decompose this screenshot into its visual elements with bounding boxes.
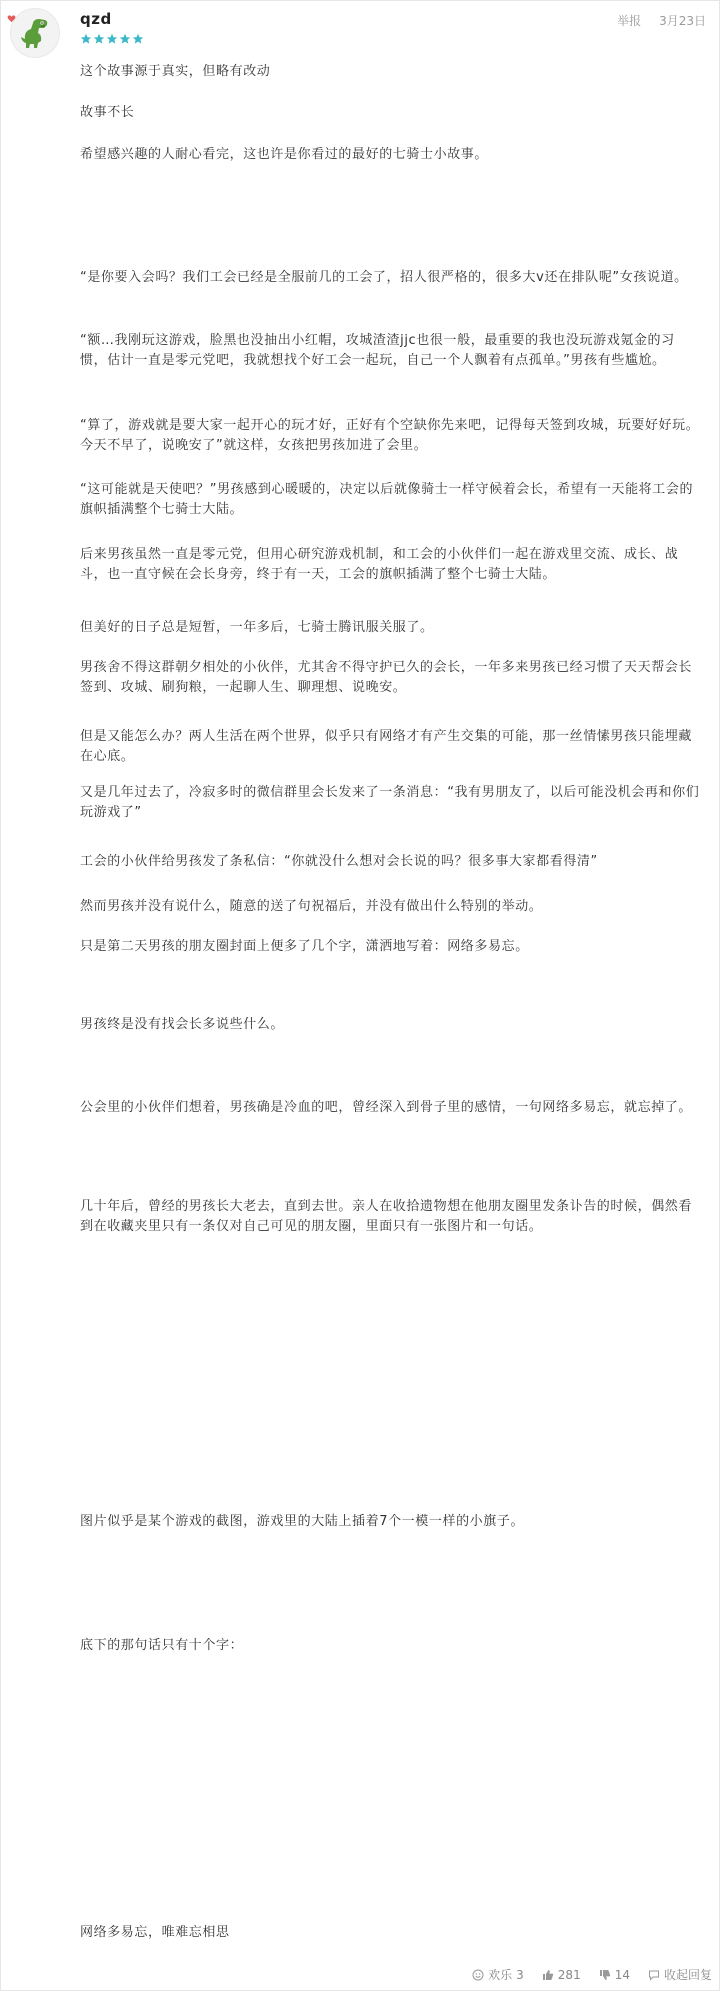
paragraph: “这可能就是天使吧？”男孩感到心暖暖的，决定以后就像骑士一样守候着会长，希望有一天能将工会的旗帜插满整个七骑士大陆。 <box>80 482 694 517</box>
paragraph: 只是第二天男孩的朋友圈封面上便多了几个字，潇洒地写着：网络多易忘。 <box>80 939 529 954</box>
paragraph: 几十年后，曾经的男孩长大老去，直到去世。亲人在收拾遗物想在他朋友圈里发条讣告的时候，偶然看到在收藏夹里只有一条仅对自己可见的朋友圈，里面只有一张图片和一句话。 <box>80 1199 693 1234</box>
review-date: 3月23日 <box>659 14 706 28</box>
review-actions <box>472 1966 712 1983</box>
paragraph: 又是几年过去了，冷寂多时的微信群里会长发来了一条消息：“我有男朋友了，以后可能没机会再和你们玩游戏了” <box>80 785 700 820</box>
paragraph: 后来男孩虽然一直是零元党，但用心研究游戏机制，和工会的小伙伴们一起在游戏里交流、成长、战斗，也一直守候在会长身旁，终于有一天，工会的旗帜插满了整个七骑士大陆。 <box>80 547 679 582</box>
comment-icon <box>648 1969 660 1981</box>
star-icon <box>119 33 131 45</box>
paragraph: 男孩舍不得这群朝夕相处的小伙伴，尤其舍不得守护已久的会长，一年多来男孩已经习惯了天天帮会长签到、攻城、刷狗粮，一起聊人生、聊理想、说晚安。 <box>80 660 693 695</box>
collapse-replies-label: 收起回复 <box>663 1968 712 1982</box>
paragraph: 但美好的日子总是短暂，一年多后，七骑士腾讯服关服了。 <box>80 620 434 635</box>
paragraph: “是你要入会吗？我们工会已经是全服前几的工会了，招人很严格的，很多大v还在排队呢”女孩说道。 <box>80 270 688 285</box>
thumbs-down-icon <box>599 1969 611 1981</box>
paragraph: 故事不长 <box>80 105 135 120</box>
fun-button[interactable] <box>472 1966 524 1983</box>
paragraph: “额…我刚玩这游戏，脸黑也没抽出小红帽，攻城渣渣jjc也很一般，最重要的我也没玩游戏氪金的习惯，估计一直是零元党吧，我就想找个好工会一起玩，自己一个人飘着有点孤单。”男孩有些尴尬。 <box>80 333 675 368</box>
paragraph: 希望感兴趣的人耐心看完，这也许是你看过的最好的七骑士小故事。 <box>80 147 489 162</box>
fun-label: 欢乐 <box>488 1968 513 1982</box>
smile-icon <box>472 1969 484 1981</box>
dinosaur-icon <box>11 9 59 57</box>
heart-icon <box>7 14 16 23</box>
paragraph: 这个故事源于真实，但略有改动 <box>80 64 271 79</box>
star-icon <box>93 33 105 45</box>
paragraph: 公会里的小伙伴们想着，男孩确是冷血的吧，曾经深入到骨子里的感情，一句网络多易忘，就忘掉了。 <box>80 1100 693 1115</box>
like-count: 281 <box>557 1967 581 1982</box>
paragraph: 男孩终是没有找会长多说些什么。 <box>80 1017 285 1032</box>
avatar[interactable] <box>10 8 60 58</box>
dislike-button[interactable] <box>599 1968 630 1982</box>
star-icon <box>132 33 144 45</box>
star-icon <box>106 33 118 45</box>
paragraph: 工会的小伙伴给男孩发了条私信：“你就没什么想对会长说的吗？很多事大家都看得清” <box>80 854 598 869</box>
paragraph: 然而男孩并没有说什么，随意的送了句祝福后，并没有做出什么特别的举动。 <box>80 899 543 914</box>
star-rating <box>80 33 144 45</box>
star-icon <box>80 33 92 45</box>
dislike-count: 14 <box>614 1967 630 1982</box>
paragraph: “算了，游戏就是要大家一起开心的玩才好，正好有个空缺你先来吧，记得每天签到攻城，玩要好好玩。今天不早了，说晚安了”就这样，女孩把男孩加进了会里。 <box>80 418 700 453</box>
paragraph: 网络多易忘，唯难忘相思 <box>80 1925 230 1940</box>
collapse-replies-button[interactable] <box>648 1966 712 1983</box>
paragraph: 但是又能怎么办？两人生活在两个世界，似乎只有网络才有产生交集的可能，那一丝情愫男孩只能埋藏在心底。 <box>80 729 693 764</box>
paragraph: 图片似乎是某个游戏的截图，游戏里的大陆上插着7个一模一样的小旗子。 <box>80 1514 525 1529</box>
thumbs-up-icon <box>542 1969 554 1981</box>
fun-count: 3 <box>516 1967 524 1982</box>
like-button[interactable] <box>542 1968 581 1982</box>
report-link[interactable]: 举报 <box>617 14 642 28</box>
paragraph: 底下的那句话只有十个字： <box>80 1638 244 1653</box>
username[interactable]: qzd <box>80 10 112 28</box>
